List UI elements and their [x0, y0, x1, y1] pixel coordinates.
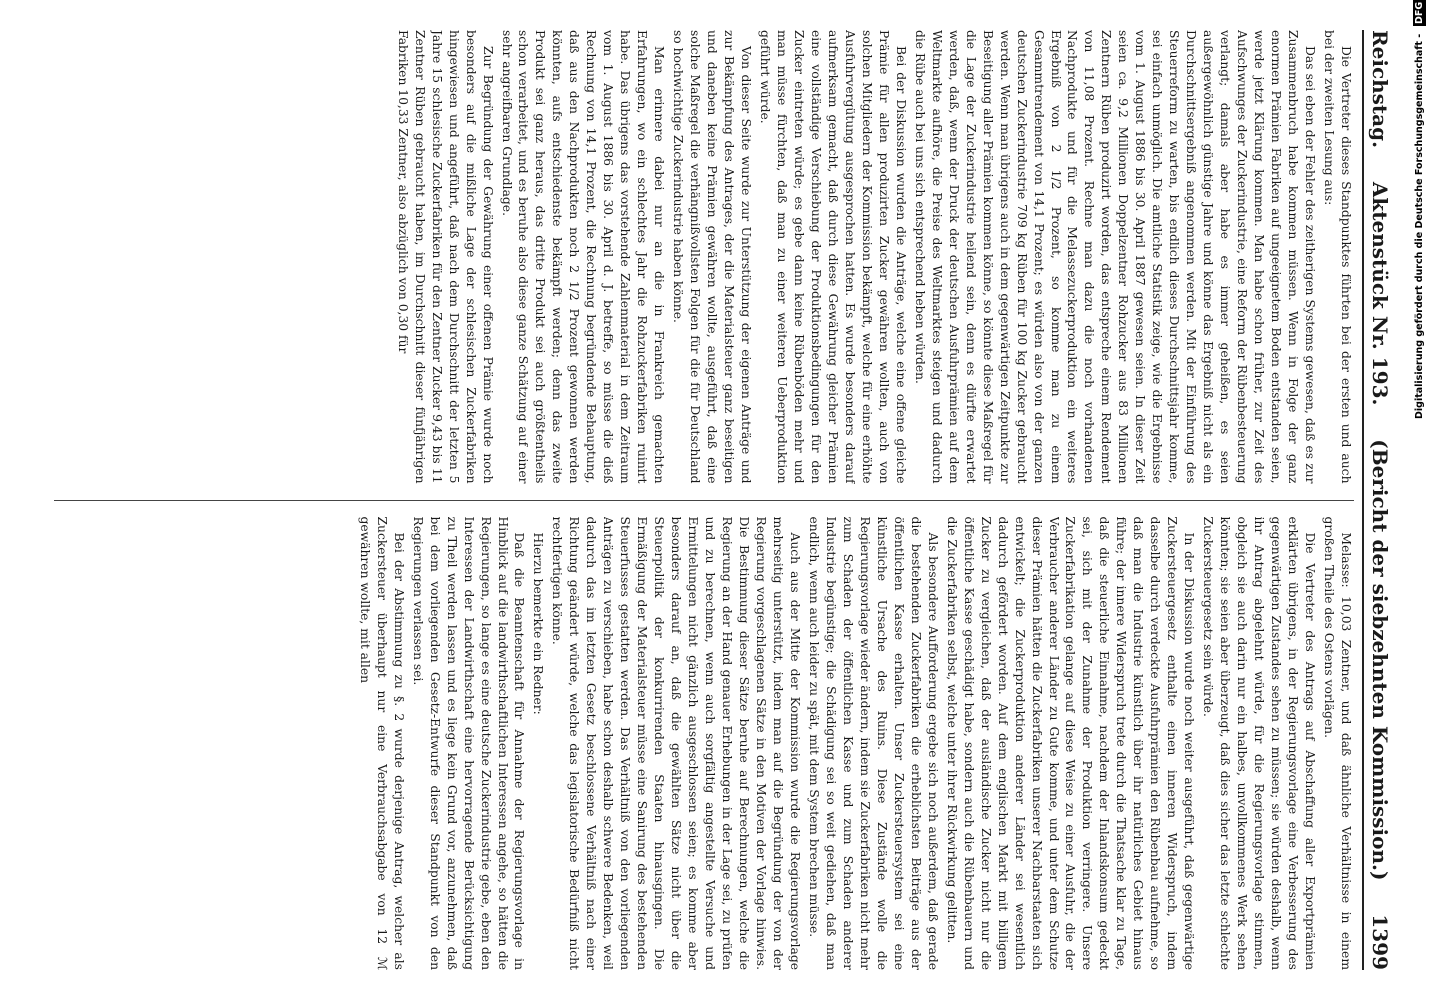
paragraph: Von dieser Seite wurde zur Unterstützung der eigenen Anträge und zur Bekämpfung des Antrages, der die Materialsteuer ganz beseitigen und daneben keine Prämien gewähren wollte, ausgeführt, daß eine solche Maßregel die verhängnißvollsten Folgen für die für Deutschland so hochwichtige Zuckerindustrie haben könne. — [671, 30, 754, 484]
paragraph: Als besondere Aufforderung ergebe sich noch außerdem, daß gerade die bestehenden Zuckerfabriken die erheblichsten Beiträge aus der öffentlichen Kasse erhalten. Unser Zuckersteuersystem sei eine künstliche Ursache des Ruins. Diese Zustände wolle die Regierungsvorlage wieder ändern, indem sie Zuckerfabriken nicht mehr zum Schaden der öffentlichen Kasse und zum Schaden anderer Industrie begünstige; die Schädigung sei so weit gediehen, daß man endlich, wenn auch leider zu spät, mit dem System brechen müsse. — [806, 516, 940, 970]
text-column-left — [54, 30, 1354, 484]
paragraph: Daß die Beamtenschaft für Annahme der Regierungsvorlage in Hinblick auf die landwirthschaftlichen Interessen angehe, so hätten die Regierungen, so lange es eine deutsche Zuckerindustrie gebe, eben den Interessen der Landwirthschaft eine hervorragende Berücksichtigung zu Theil werden lassen und es liege kein Grund vor, anzunehmen, daß bei dem vorliegenden Gesetz-Entwurfe dieser Standpunkt von den Regierungen verlassen sei. — [410, 516, 527, 970]
dfg-logo: DFG — [1414, 2, 1425, 25]
paragraph: Man erinnere dabei nur an die in Frankreich gemachten Erfahrungen, wo ein schlechtes Jahr die Rohzuckerfabriken ruinirt habe. Das übrigens das vorstehende Zahlenmaterial in dem Zeitraum vom 1. August 1886 bis 30. April d. J. betreffe, so müsse die dieß Rechnung von 14,1 Prozent, die Rechnung begründende Behauptung, daß aus den Nachprodukten noch 2 1/2 Prozent gewonnen werden könnten, aufs entschiedenste bekämpft werden; denn das zweite Produkt sei ganz heraus, das dritte Produkt sei auch größtentheils schon verarbeitet, und es beruhe also diese ganze Schätzung auf einer sehr angreifbaren Grundlage. — [499, 30, 667, 484]
paragraph: Die Vertreter des Antrags auf Abschaffung aller Exportprämien erklärten übrigens, in der Regierungsvorlage eine Verbesserung des gegenwärtigen Zustandes sehen zu müssen; sie würden deshalb, wenn ihr Antrag abgelehnt würde, für die Regierungsvorlage stimmen, obgleich sie auch darin nur ein halbes, unvollkommenes Werk sehen könnten; sie seien aber überzeugt, daß dies sicher das letzte schlechte Zuckersteuergesetz sein würde. — [1201, 516, 1318, 970]
text-columns — [54, 30, 1354, 970]
paragraph: In der Diskussion wurde noch weiter ausgeführt, daß gegenwärtige Zuckersteuergesetz enthalte einen inneren Widerspruch, indem dasselbe durch verdeckte Ausfuhrprämien den Rübenbau aufnehme, so daß man die Industrie künstlich über ihr natürliches Gebiet hinaus führe; der innere Widerspruch trete durch die Thatsache klar zu Tage, daß die steuerliche Einnahme, nachdem der Inlandskonsum gedeckt sei, sich mit der Zunahme der Produktion verringere. Unsere Zuckerfabrikation gelange auf diese Weise zu einer Ausfuhr, die der Verbraucher anderer Länder zu Gute komme, und unter dem Schutze dieser Prämien hätten die Zuckerfabriken unserer Nachbarstaaten sich entwickelt; die Zuckerproduktion anderer Länder sei wesentlich dadurch gefördert worden. Auf dem englischen Markt mit billigem Zucker zu vergleichen, daß der ausländische Zucker nicht nur die öffentliche Kasse geschädigt habe, sondern auch die Rübenbauern und die Zuckerfabriken selbst, welche unter ihrer Rückwirkung gelitten. — [944, 516, 1197, 970]
paragraph: Die Vertreter dieses Standpunktes führten bei der ersten und auch bei der zweiten Lesung aus: — [1322, 30, 1353, 484]
paragraph: Zur Begründung der Gewährung einer offenen Prämie wurde noch besonders auf die mißliche Lage der schlesischen Zuckerfabriken hingewiesen und angeführt, daß nach dem Durchschnitt der letzten 5 Jahre 15 schlesische Zuckerfabriken für den Zentner Zucker 9,43 bis 11 Zentner Rüben gebraucht haben, im Durchschnitt dieser fünfjährigen Fabriken 10,33 Zentner, also abzüglich von 0,30 für — [395, 30, 495, 484]
dfg-credit — [1413, 0, 1426, 1000]
paragraph: Auch aus der Mitte der Kommission wurde die Regierungsvorlage mehrseitig unterstützt, indem man auf die Begründung der von der Regierung vorgeschlagenen Sätze in den Motiven der Vorlage hinwies. Die Bestimmung dieser Sätze beruhe auf Berechnungen, welche die Regierung an der Hand genauer Erhebungen in der Lage sei, zu prüfen und zu berechnen, wenn auch sorgfältig angestellte Versuche und Ermittelungen nicht gänzlich ausgeschlossen seien; es komme aber besonders darauf an, daß die gewählten Sätze nicht über die Steuerpolitik der konkurrirenden Staaten hinausgingen. Die Ermäßigung der Materialsteuer müsse eine Sanirung des bestehenden Steuerfusses gestatten werden. Das Verhältniß von den vorliegenden Anträgen zu verschieben, habe schon deshalb schwere Bedenken, weil dadurch das im letzten Gesetz beschlossene Verhältniß nach einer Richtung geändert würde, welche das legislatorische Bedürfniß nicht rechtfertigen könne. — [550, 516, 802, 970]
text-column-right — [54, 517, 1354, 971]
header-bracket: (Bericht der siebzehnten Kommission.) — [1368, 439, 1392, 881]
paragraph: Hierzu bemerkte ein Redner: — [531, 532, 546, 715]
paragraph: Das sei eben der Fehler des zeitherigen Systems gewesen, daß es zur Zusammenbruch habe kommen müssen. Wenn in Folge der ganz enormen Prämien Fabriken auf ungeeignetem Boden entstanden seien, werde jetzt Klärung kommen. Man habe schon früher, zur Zeit des Aufschwunges der Zuckerindustrie, eine Reform der Rübenbesteuerung verlangt; damals aber habe es immer geheißen, es seien außergewöhnlich günstige Jahre und könne das Ergebniß nicht als ein Durchschnittsergebniß angenommen werden. Mit der Einführung des Steuerreform zu warten, bis endlich dieses Durchschnittsjahr komme, sei einfach unmöglich. Die amtliche Statistik zeige, wie die Ergebnisse vom 1. August 1886 bis 30. April 1887 gewesen seien. In dieser Zeit seien ca. 9,2 Millionen Doppelzentner Rohzucker aus 83 Millionen Zentnern Rüben produzirt worden, das entspreche einem Rendement von 11,08 Prozent. Rechne man dazu die noch vorhandenen Nachprodukte und für die Melassezuckerproduktion ein weiteres Ergebniß von 2 1/2 Prozent, so komme man zu einem Gesammtrendement von 14,1 Prozent; es würden also von der ganzen deutschen Zuckerindustrie 709 kg Rüben für 100 kg Zucker gebraucht werden. Wenn man übrigens auch in dem gegenwärtigen Zeitpunkte zur Beseitigung aller Prämien kommen könne, so könnte diese Maßregel für die Lage der Zuckerindustrie heilend sein, denn es dürfte erwartet werden, daß, wenn der Druck der deutschen Ausfuhrprämien auf dem Weltmarkte aufhöre, die Preise des Weltmarktes steigen und dadurch die Rübe auch bei uns sich entsprechend heben würden. — [912, 30, 1318, 484]
page-header — [1362, 30, 1392, 970]
dfg-credit-text: Digitalisierung gefördert durch die Deutsche Forschungsgemeinschaft - — [1414, 33, 1425, 419]
header-left: Reichstag. — [1368, 30, 1392, 149]
header-middle: Aktenstück Nr. 193. — [1368, 181, 1392, 406]
paragraph: Melasse: 10,03 Zentner, und daß ähnliche Verhältnisse in einem großen Theile des Ostens vorlägen. — [1322, 516, 1353, 970]
column-divider — [54, 500, 1354, 501]
paragraph: Bei der Abstimmung zu §. 2 wurde derjenige Antrag, welcher als Zuckersteuer überhaupt nur eine Verbrauchsabgabe von 12 ℳ gewähren wollte, mit allen — [357, 516, 406, 970]
document-page — [26, 0, 1406, 1000]
page-number: 1399 — [1368, 914, 1392, 970]
paragraph: Bei der Diskussion wurden die Anträge, welche eine offene gleiche Prämie für allen produzirten Zucker gewähren wollten, auch von solchen Mitgliedern der Kommission bekämpft, welche für eine erhöhte Ausfuhrvergütung ausgesprochen hatten. Es wurde besonders darauf aufmerksam gemacht, daß durch diese Gewährung gleicher Prämien eine vollständige Verschiebung der Produktionsbedingungen für den Zucker eintreten würde; es gebe dann keine Rübenböden mehr und man müsse fürchten, daß man zu einer weiteren Ueberproduktion geführt würde. — [758, 30, 908, 484]
dfg-sidebar — [1406, 0, 1428, 1000]
